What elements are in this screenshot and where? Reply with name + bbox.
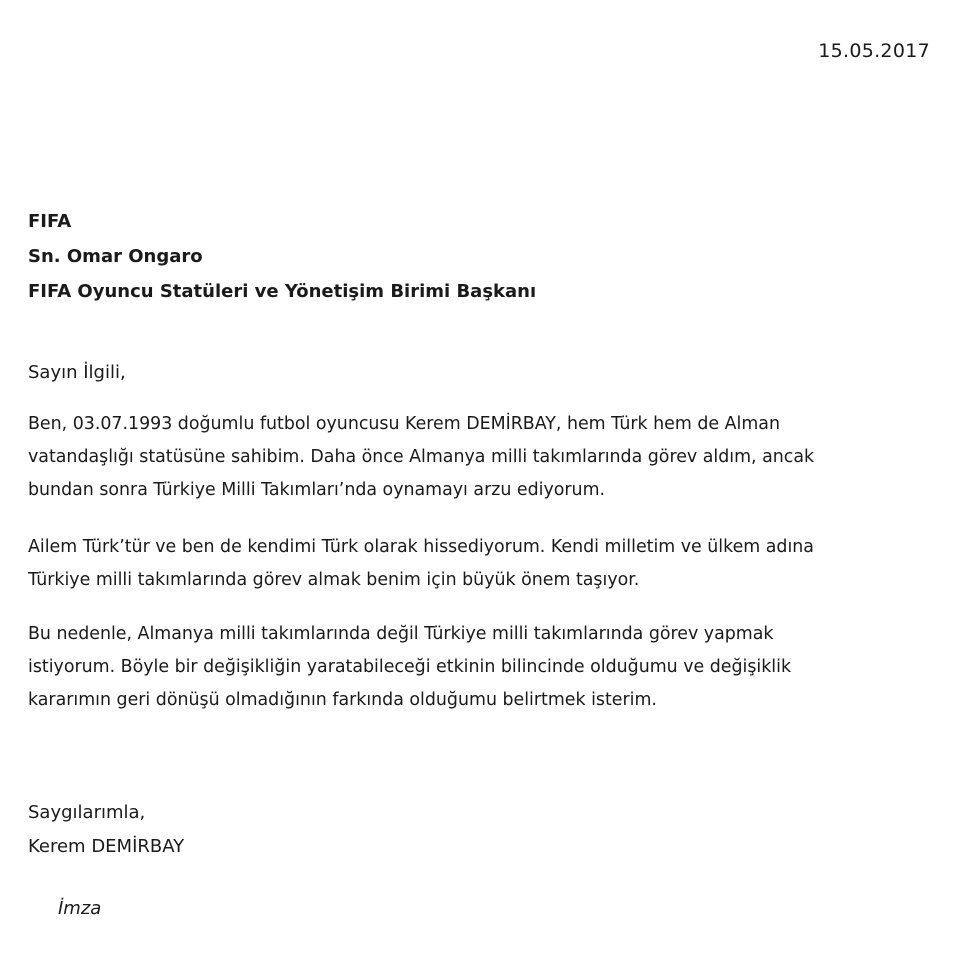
paragraph-line: kararımın geri dönüşü olmadığının farkında olduğumu belirtmek isterim. xyxy=(28,690,657,710)
recipient-block xyxy=(28,204,536,309)
letter-date: 15.05.2017 xyxy=(818,40,930,62)
recipient-name: Sn. Omar Ongaro xyxy=(28,246,203,267)
closing-block xyxy=(28,796,184,864)
paragraph-line: Türkiye milli takımlarında görev almak benim için büyük önem taşıyor. xyxy=(28,570,640,590)
recipient-title: FIFA Oyuncu Statüleri ve Yönetişim Birimi Başkanı xyxy=(28,281,537,302)
paragraph-line: vatandaşlığı statüsüne sahibim. Daha önce Almanya milli takımlarında görev aldım, ancak xyxy=(28,447,815,467)
paragraph-line: Ailem Türk’tür ve ben de kendimi Türk olarak hissediyorum. Kendi milletim ve ülkem adına xyxy=(28,537,814,557)
paragraph-line: istiyorum. Böyle bir değişikliğin yaratabileceği etkinin bilincinde olduğumu ve değişiklik xyxy=(28,657,792,677)
paragraph-2 xyxy=(28,531,928,597)
paragraph-1 xyxy=(28,408,928,507)
closing-regards: Saygılarımla, xyxy=(28,802,146,823)
salutation: Sayın İlgili, xyxy=(28,362,126,383)
recipient-org: FIFA xyxy=(28,211,72,232)
paragraph-line: bundan sonra Türkiye Milli Takımları’nda oynamayı arzu ediyorum. xyxy=(28,480,606,500)
paragraph-line: Bu nedenle, Almanya milli takımlarında değil Türkiye milli takımlarında görev yapmak xyxy=(28,624,774,644)
paragraph-3 xyxy=(28,618,928,717)
paragraph-line: Ben, 03.07.1993 doğumlu futbol oyuncusu Kerem DEMİRBAY, hem Türk hem de Alman xyxy=(28,414,780,434)
signature-label: İmza xyxy=(58,898,102,919)
signer-name: Kerem DEMİRBAY xyxy=(28,836,185,857)
